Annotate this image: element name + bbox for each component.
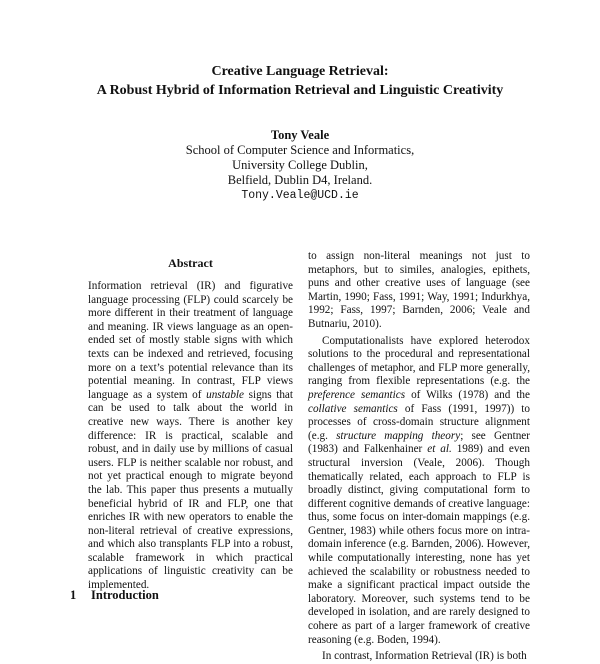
author-block (0, 128, 600, 203)
body-paragraph-2 (308, 335, 530, 648)
paper-title-line-1: Creative Language Retrieval: (211, 64, 389, 79)
abstract-text-part-2: signs that can be used to talk about the world in creative new ways. There is another key difference: IR is practical, scalable and robust, and in daily use by millions of casual users. FLP is neither scalable nor robust, and not yet practical enough to migrate beyond the lab. This paper thus presents a mutually beneficial hybrid of IR and FLP, one that enriches IR with new operators to enable the non-literal retrieval of creative expressions, and which also transplants FLP into a robust, scalable framework in which practical applications of linguistic creativity can be implemented. (88, 388, 294, 592)
p2-italic-2: collative semantics (308, 402, 398, 415)
right-column-body (308, 250, 530, 664)
body-paragraph-1: to assign non-literal meanings not just to metaphors, but to similes, analogies, epithets, puns and other creative uses of language (see Martin, 1990; Fass, 1991; Way, 1991; Indurkhya, 1992; Fass, 1997; Barnden, 2006; Veale and Butnariu, 2010). (308, 250, 530, 330)
p2-italic-1: preference semantics (308, 388, 406, 401)
p2-italic-3: structure mapping theory (336, 429, 461, 442)
abstract-body (88, 280, 293, 593)
p2-text-e: 1989) and even structural inversion (Veale, 2006). Though thematically related, each approach to FLP is broadly distinct, giving computational form to different cognitive demands of creative language: thus, some focus on inter-domain mappings (e.g. Gentner, 1983) while others focus more on intra-domain inference (e.g. Barnden, 2006). However, while computationally interesting, none has yet achieved the scalability or robustness needed to make a significant practical impact outside the laboratory. Moreover, such systems tend to be developed in isolation, and are rarely designed to cohere as part of a larger framework of creative reasoning (e.g. Boden, 1994). (308, 443, 530, 646)
p2-text-c: of Fass (1991, 1997)) to processes of cross-domain structure alignment (e.g. (308, 402, 531, 442)
abstract-heading: Abstract (168, 256, 213, 270)
section-heading-introduction (70, 588, 159, 603)
abstract-italic-word: unstable (206, 388, 245, 401)
abstract-text-part-1: Information retrieval (IR) and figurative language processing (FLP) could scarcely be more different in their treatment of language and meaning. IR views language as an open-ended set of mostly stable signs with which texts can be indexed and retrieved, focusing more on a text’s potential relevance than its potential meaning. In contrast, FLP views language as a system of (88, 280, 293, 401)
paper-title-line-2: A Robust Hybrid of Information Retrieval and Linguistic Creativity (96, 83, 504, 98)
section-title: Introduction (91, 588, 159, 602)
author-name: Tony Veale (270, 128, 330, 142)
author-affiliation-line-3: Belfield, Dublin D4, Ireland. (227, 173, 373, 187)
p2-text-d: ; see Gentner (1983) and Falkenhainer (308, 429, 530, 456)
author-affiliation-line-1: School of Computer Science and Informatics, (185, 143, 415, 157)
body-paragraph-3: In contrast, Information Retrieval (IR) is both (322, 650, 527, 663)
p2-italic-4: et al. (427, 443, 452, 456)
author-email: Tony.Veale@UCD.ie (241, 189, 359, 202)
p2-text-a: Computationalists have explored heterodox solutions to the procedural and representational challenges of metaphor, and FLP more generally, ranging from flexible representations (e.g. the (308, 334, 530, 388)
p2-text-b: of Wilks (1978) and the (405, 388, 530, 401)
section-number: 1 (70, 588, 77, 602)
abstract-paragraph (88, 280, 293, 593)
author-affiliation-line-2: University College Dublin, (232, 158, 368, 172)
